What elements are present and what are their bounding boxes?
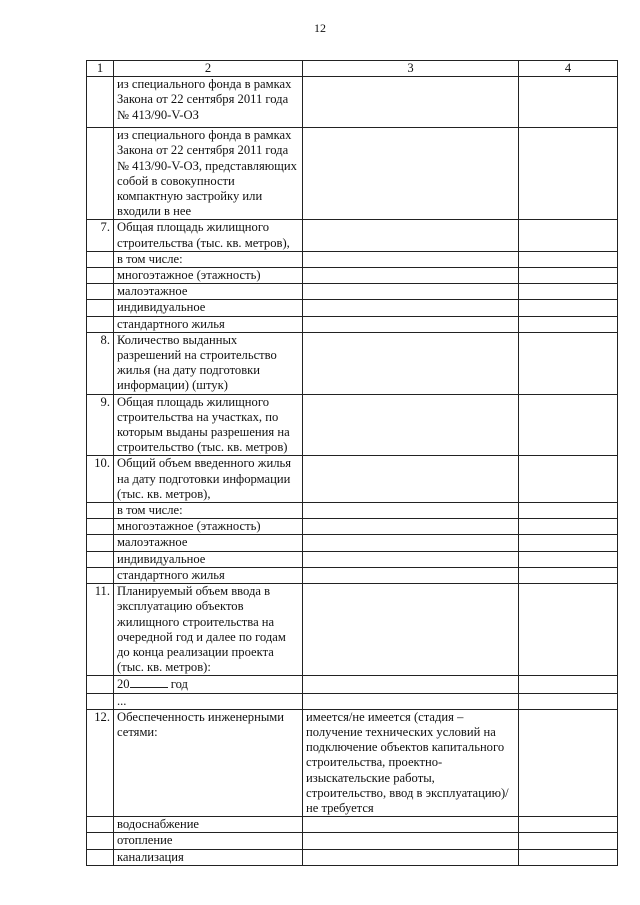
row-label: индивидуальное <box>114 300 303 316</box>
row-label: из специального фонда в рамках Закона от 22 сентября 2011 года № 413/90-V-ОЗ <box>114 77 303 128</box>
table-row <box>87 551 618 567</box>
row-col4 <box>519 503 618 519</box>
form-table <box>86 60 618 866</box>
row-label: Количество выданных разрешений на строительство жилья (на дату подготовки информации) (штук) <box>114 332 303 394</box>
table-row <box>87 394 618 456</box>
table-row <box>87 676 618 693</box>
row-number <box>87 284 114 300</box>
row-col3 <box>303 535 519 551</box>
row-col3 <box>303 519 519 535</box>
row-label: из специального фонда в рамках Закона от 22 сентября 2011 года № 413/90-V-ОЗ, представляющих собой в совокупности компактную застройку или входили в нее <box>114 128 303 220</box>
table-row <box>87 849 618 865</box>
row-number <box>87 300 114 316</box>
table-row <box>87 268 618 284</box>
row-label: многоэтажное (этажность) <box>114 519 303 535</box>
row-label: Общий объем введенного жилья на дату подготовки информации (тыс. кв. метров), <box>114 456 303 503</box>
row-col4 <box>519 567 618 583</box>
table-row <box>87 567 618 583</box>
row-col4 <box>519 519 618 535</box>
row-label: Планируемый объем ввода в эксплуатацию объектов жилищного строительства на очередной год и далее по годам до конца реализации проекта (тыс. кв. метров): <box>114 584 303 676</box>
row-col3 <box>303 332 519 394</box>
table-row <box>87 77 618 128</box>
row-col3 <box>303 456 519 503</box>
header-col-3: 3 <box>303 61 519 77</box>
row-label: Обеспеченность инженерными сетями: <box>114 709 303 816</box>
row-label: малоэтажное <box>114 284 303 300</box>
row-col3 <box>303 833 519 849</box>
row-col4 <box>519 709 618 816</box>
row-col3 <box>303 584 519 676</box>
table-row <box>87 284 618 300</box>
table-row <box>87 693 618 709</box>
table-header-row <box>87 61 618 77</box>
row-number <box>87 817 114 833</box>
row-col3 <box>303 268 519 284</box>
row-label: в том числе: <box>114 503 303 519</box>
row-label: стандартного жилья <box>114 316 303 332</box>
row-col3 <box>303 77 519 128</box>
row-col4 <box>519 316 618 332</box>
row-col3 <box>303 300 519 316</box>
year-prefix: 20 <box>117 677 130 692</box>
table-row <box>87 519 618 535</box>
row-col4 <box>519 535 618 551</box>
row-label: водоснабжение <box>114 817 303 833</box>
table-row <box>87 251 618 267</box>
row-col4 <box>519 456 618 503</box>
row-label: Общая площадь жилищного строительства (тыс. кв. метров), <box>114 220 303 251</box>
row-col4 <box>519 833 618 849</box>
row-label: индивидуальное <box>114 551 303 567</box>
row-col3 <box>303 220 519 251</box>
row-col3 <box>303 316 519 332</box>
row-col3 <box>303 251 519 267</box>
row-label: многоэтажное (этажность) <box>114 268 303 284</box>
row-number <box>87 833 114 849</box>
row-label-year <box>114 676 303 693</box>
row-col3 <box>303 567 519 583</box>
table-row <box>87 316 618 332</box>
row-label: в том числе: <box>114 251 303 267</box>
table-row <box>87 503 618 519</box>
row-col4 <box>519 220 618 251</box>
row-number: 12. <box>87 709 114 816</box>
header-col-2: 2 <box>114 61 303 77</box>
row-col3 <box>303 676 519 693</box>
row-number: 8. <box>87 332 114 394</box>
row-col4 <box>519 332 618 394</box>
row-label: Общая площадь жилищного строительства на участках, по которым выданы разрешения на строительство (тыс. кв. метров) <box>114 394 303 456</box>
row-col3 <box>303 284 519 300</box>
row-number <box>87 519 114 535</box>
table-row <box>87 220 618 251</box>
row-col4 <box>519 284 618 300</box>
row-col4 <box>519 77 618 128</box>
row-number <box>87 849 114 865</box>
row-number <box>87 676 114 693</box>
row-col4 <box>519 817 618 833</box>
page-number: 12 <box>314 21 326 35</box>
row-number: 7. <box>87 220 114 251</box>
table-row <box>87 456 618 503</box>
row-col3 <box>303 503 519 519</box>
table-row <box>87 584 618 676</box>
row-col3 <box>303 128 519 220</box>
row-number <box>87 551 114 567</box>
row-col4 <box>519 551 618 567</box>
row-number: 10. <box>87 456 114 503</box>
row-col3 <box>303 551 519 567</box>
row-col4 <box>519 693 618 709</box>
table-row <box>87 300 618 316</box>
table-row <box>87 128 618 220</box>
row-col4 <box>519 849 618 865</box>
row-number: 9. <box>87 394 114 456</box>
row-col4 <box>519 128 618 220</box>
row-col3 <box>303 849 519 865</box>
row-number <box>87 251 114 267</box>
row-number <box>87 268 114 284</box>
row-number <box>87 535 114 551</box>
row-number <box>87 316 114 332</box>
row-number <box>87 693 114 709</box>
table-row <box>87 332 618 394</box>
row-col4 <box>519 394 618 456</box>
row-col4 <box>519 251 618 267</box>
table-row <box>87 833 618 849</box>
row-col3: имеется/не имеется (стадия – получение технических условий на подключение объектов капитального строительства, проектно-изыскательские работы, строительство, ввод в эксплуатацию)/не требуется <box>303 709 519 816</box>
year-suffix: год <box>170 677 188 692</box>
row-label: канализация <box>114 849 303 865</box>
row-col3 <box>303 394 519 456</box>
table-row <box>87 535 618 551</box>
row-col3 <box>303 817 519 833</box>
row-label: стандартного жилья <box>114 567 303 583</box>
row-label: малоэтажное <box>114 535 303 551</box>
row-col4 <box>519 268 618 284</box>
row-label: ... <box>114 693 303 709</box>
row-col4 <box>519 676 618 693</box>
header-col-1: 1 <box>87 61 114 77</box>
table-row <box>87 817 618 833</box>
row-col4 <box>519 584 618 676</box>
year-blank <box>130 676 168 688</box>
row-col4 <box>519 300 618 316</box>
row-number <box>87 77 114 128</box>
row-number <box>87 128 114 220</box>
row-number: 11. <box>87 584 114 676</box>
header-col-4: 4 <box>519 61 618 77</box>
row-number <box>87 567 114 583</box>
row-col3 <box>303 693 519 709</box>
row-label: отопление <box>114 833 303 849</box>
row-number <box>87 503 114 519</box>
table-row <box>87 709 618 816</box>
